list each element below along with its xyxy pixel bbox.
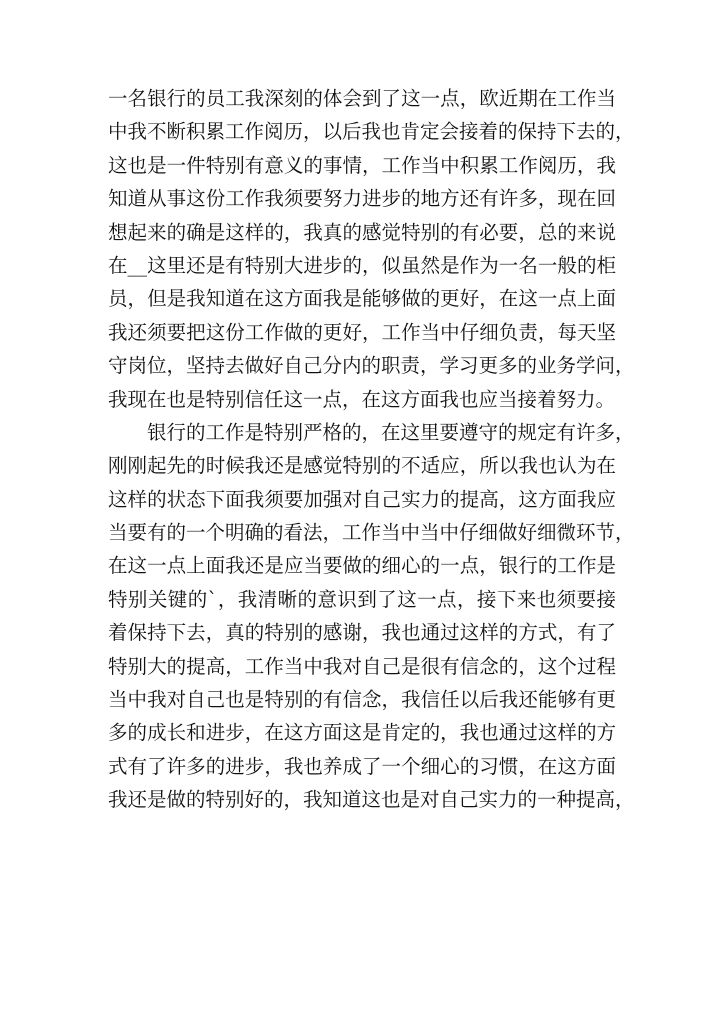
text-line: 刚刚起先的时候我还是感觉特别的不适应，所以我也认为在 — [108, 454, 616, 478]
text-line: 多的成长和进步，在这方面这是肯定的，我也通过这样的方 — [108, 721, 616, 745]
text-line: 着保持下去，真的特别的感谢，我也通过这样的方式，有了 — [108, 621, 616, 645]
text-line: 特别大的提高，工作当中我对自己是很有信念的，这个过程 — [108, 654, 616, 678]
paragraph — [108, 416, 635, 817]
text-line: 我还是做的特别好的，我知道这也是对自己实力的一种提高， — [108, 788, 635, 812]
text-line: 在这一点上面我还是应当要做的细心的一点，银行的工作是 — [108, 554, 616, 578]
text-line: 当要有的一个明确的看法，工作当中当中仔细做好细微环节， — [108, 521, 635, 545]
text-line: 这样的状态下面我须要加强对自己实力的提高，这方面我应 — [108, 487, 616, 511]
text-line: 银行的工作是特别严格的，在这里要遵守的规定有许多， — [147, 420, 635, 444]
text-line: 守岗位，坚持去做好自己分内的职责，学习更多的业务学问， — [108, 354, 635, 378]
text-line: 想起来的确是这样的，我真的感觉特别的有必要，总的来说 — [108, 220, 616, 244]
text-line: 我还须要把这份工作做的更好，工作当中仔细负责，每天坚 — [108, 320, 616, 344]
text-line: 一名银行的员工我深刻的体会到了这一点，欧近期在工作当 — [108, 87, 616, 110]
text-line: 中我不断积累工作阅历，以后我也肯定会接着的保持下去的， — [108, 120, 635, 144]
text-line: 当中我对自己也是特别的有信念，我信任以后我还能够有更 — [108, 688, 616, 712]
text-line: 特别关键的`，我清晰的意识到了这一点，接下来也须要接 — [108, 587, 616, 611]
text-line: 我现在也是特别信任这一点，在这方面我也应当接着努力。 — [108, 387, 616, 411]
text-line: 这也是一件特别有意义的事情，工作当中积累工作阅历，我 — [108, 153, 616, 177]
text-line: 员，但是我知道在这方面我是能够做的更好，在这一点上面 — [108, 287, 616, 311]
text-line: 式有了许多的进步，我也养成了一个细心的习惯，在这方面 — [108, 754, 616, 778]
body-text — [108, 82, 635, 817]
text-line: 在__这里还是有特别大进步的，似虽然是作为一名一般的柜 — [108, 253, 616, 277]
text-line: 知道从事这份工作我须要努力进步的地方还有许多，现在回 — [108, 187, 616, 211]
paragraph — [108, 82, 635, 416]
